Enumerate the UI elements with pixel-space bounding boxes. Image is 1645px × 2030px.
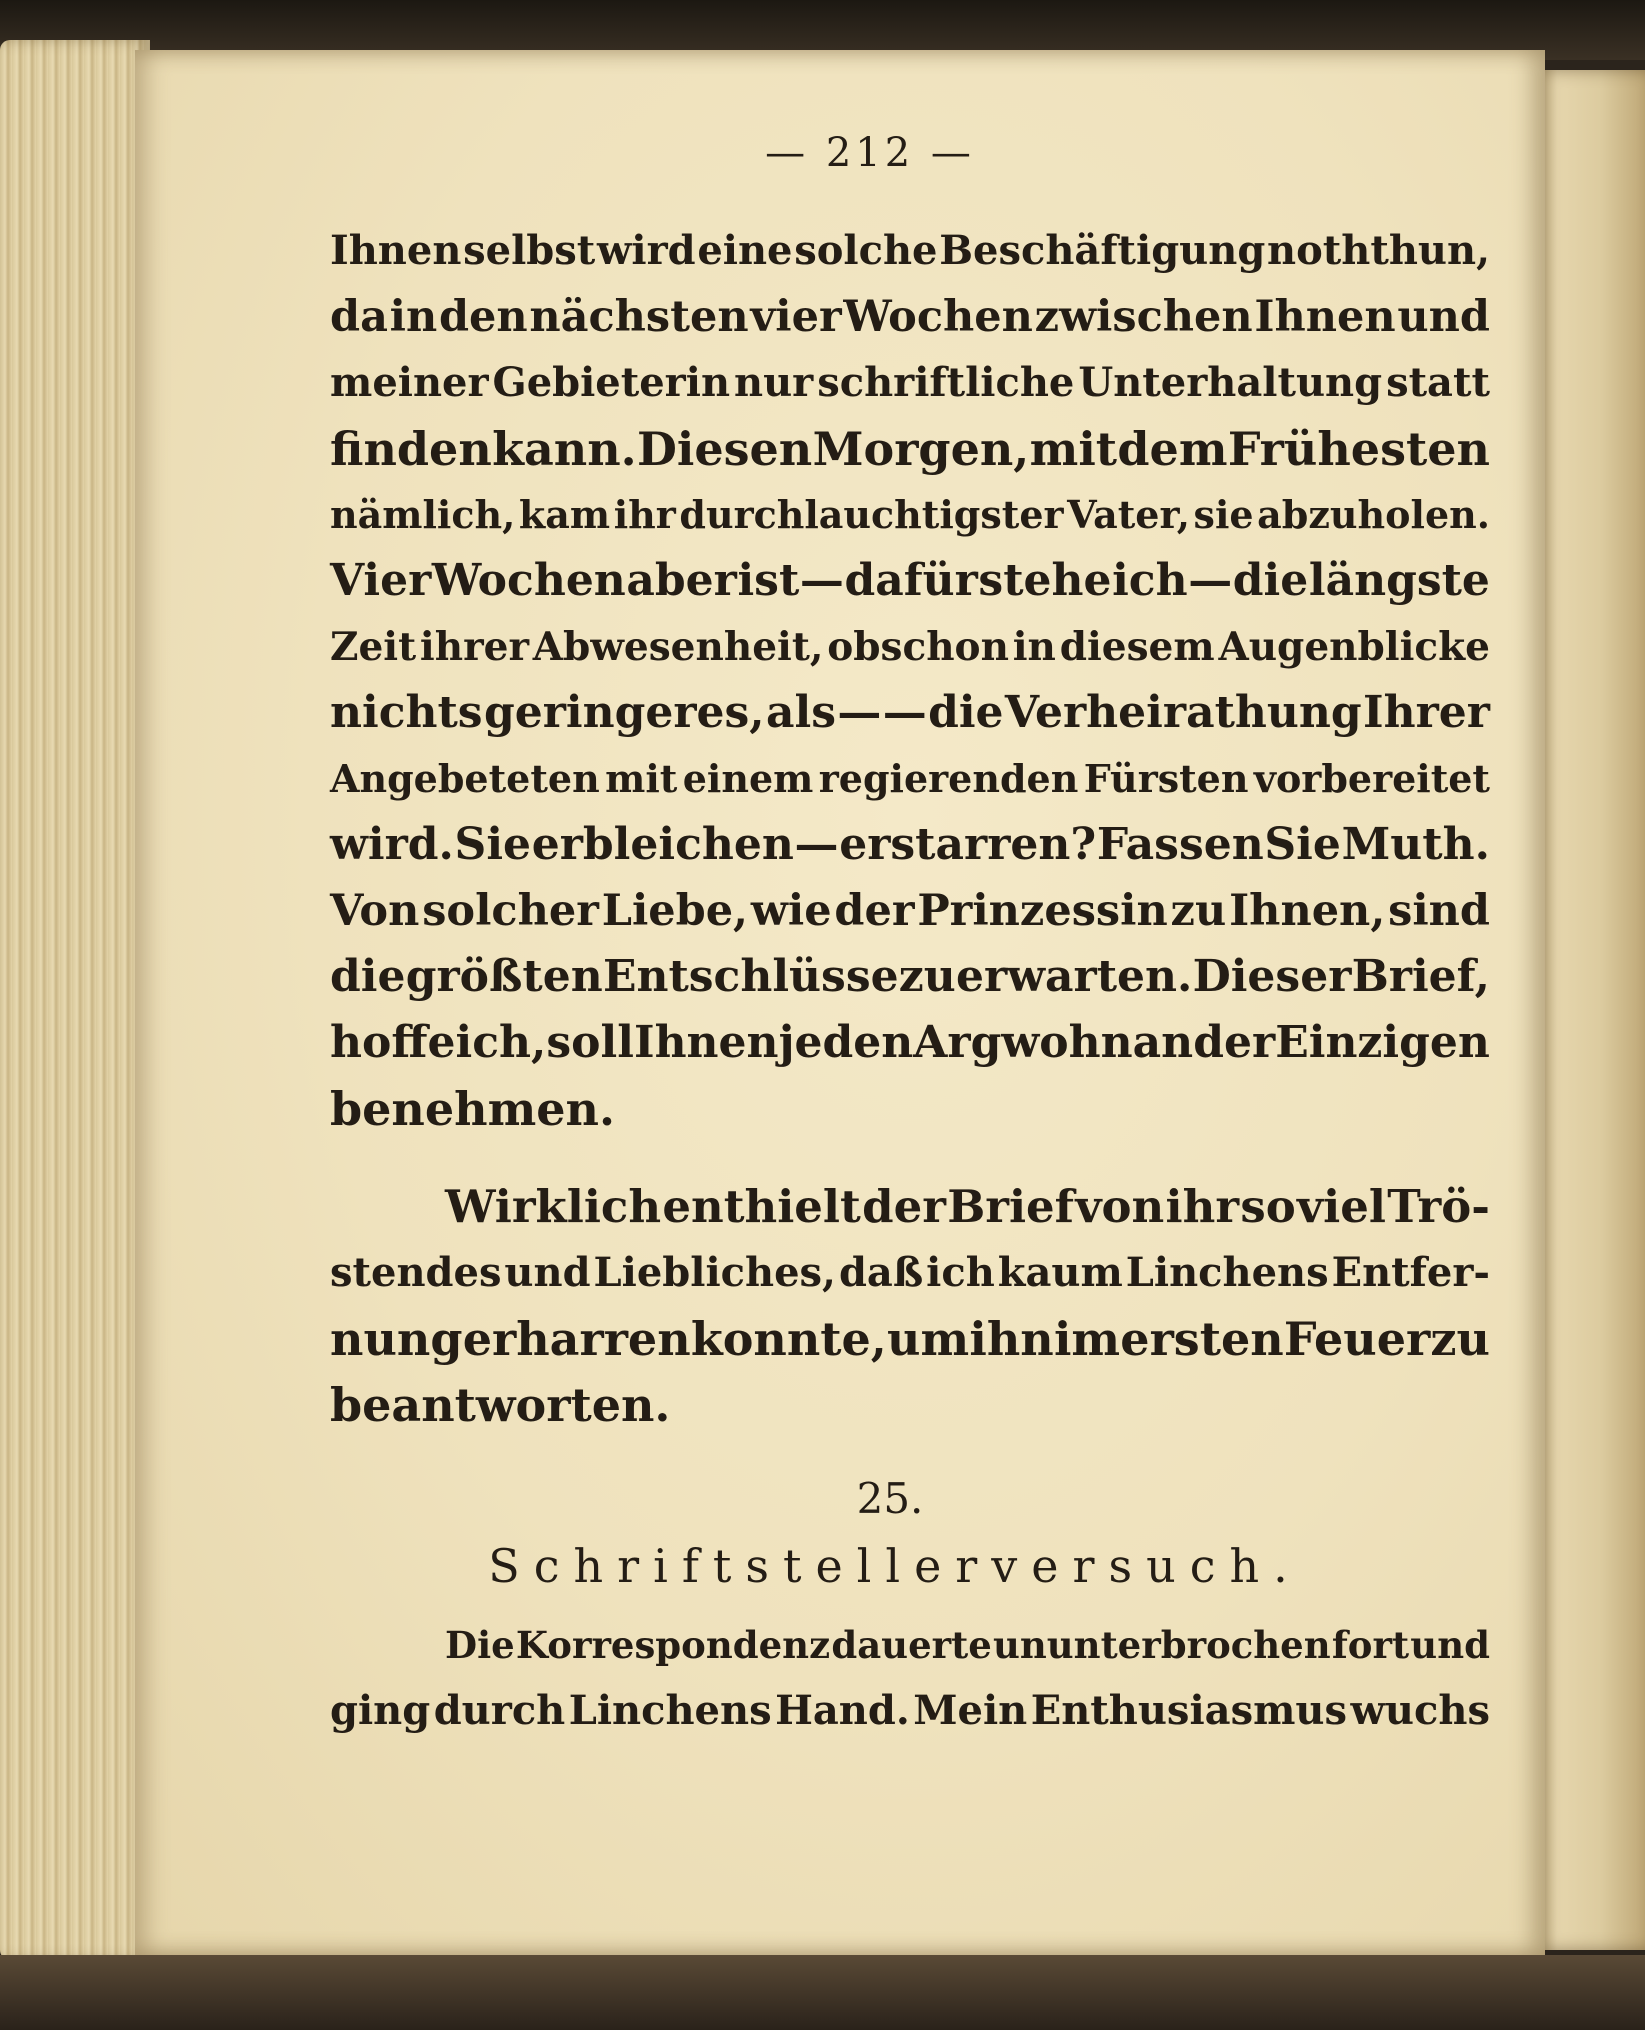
page-number: — 212 — <box>765 130 975 176</box>
text-line: die größten Entschlüsse zu erwarten. Dieser Brief, <box>330 951 1490 1002</box>
text-line: nichts geringeres, als — — die Verheirathung Ihrer <box>330 687 1490 738</box>
text-line: stendes und Liebliches, daß ich kaum Linchens Entfer- <box>330 1249 1490 1296</box>
text-line: wird. Sie erbleichen — erstarren? Fassen Sie Muth. <box>330 819 1490 870</box>
text-line: benehmen. <box>330 1082 615 1136</box>
paragraph-2 <box>330 1174 1490 1438</box>
text-line: Zeit ihrer Abwesenheit, obschon in diesem Augenblicke <box>330 624 1490 670</box>
book-bottom-edge <box>0 1955 1645 2030</box>
text-line: meiner Gebieterin nur schriftliche Unterhaltung statt <box>330 359 1490 406</box>
text-line: Vier Wochen aber ist — dafür stehe ich — die längste <box>330 555 1490 606</box>
text-line: Die Korrespondenz dauerte ununterbrochen fort und <box>445 1623 1490 1667</box>
text-line: da in den nächsten vier Wochen zwischen Ihnen und <box>330 292 1490 342</box>
text-line: Wirklich enthielt der Brief von ihr so viel Trö- <box>445 1180 1490 1233</box>
left-page-stack <box>0 40 150 1960</box>
text-line: Ihnen selbst wird eine solche Beschäftigung noththun, <box>330 227 1490 274</box>
paragraph-gap <box>330 1142 1490 1174</box>
text-line: hoffe ich, soll Ihnen jeden Argwohn an der Einzigen <box>330 1017 1490 1068</box>
text-line: beantworten. <box>330 1378 671 1432</box>
text-line: nämlich, kam ihr durchlauchtigster Vater, sie abzuholen. <box>330 492 1490 537</box>
text-line: nung erharren konnte, um ihn im ersten Feuer zu <box>330 1312 1490 1366</box>
paragraph-1 <box>330 218 1490 1142</box>
text-line: Angebeteten mit einem regierenden Fürsten vorbereitet <box>330 756 1490 801</box>
right-page-stack <box>1535 70 1645 1950</box>
section-title: Schriftstellerversuch. <box>488 1539 1302 1593</box>
text-line: finden kann. Diesen Morgen, mit dem Frühesten <box>330 422 1490 476</box>
page-text <box>330 130 1490 1744</box>
text-line: ging durch Linchens Hand. Mein Enthusiasmus wuchs <box>330 1687 1490 1734</box>
text-line: Von solcher Liebe, wie der Prinzessin zu Ihnen, sind <box>330 886 1490 936</box>
paragraph-3 <box>330 1612 1490 1744</box>
section-number: 25. <box>856 1474 924 1523</box>
